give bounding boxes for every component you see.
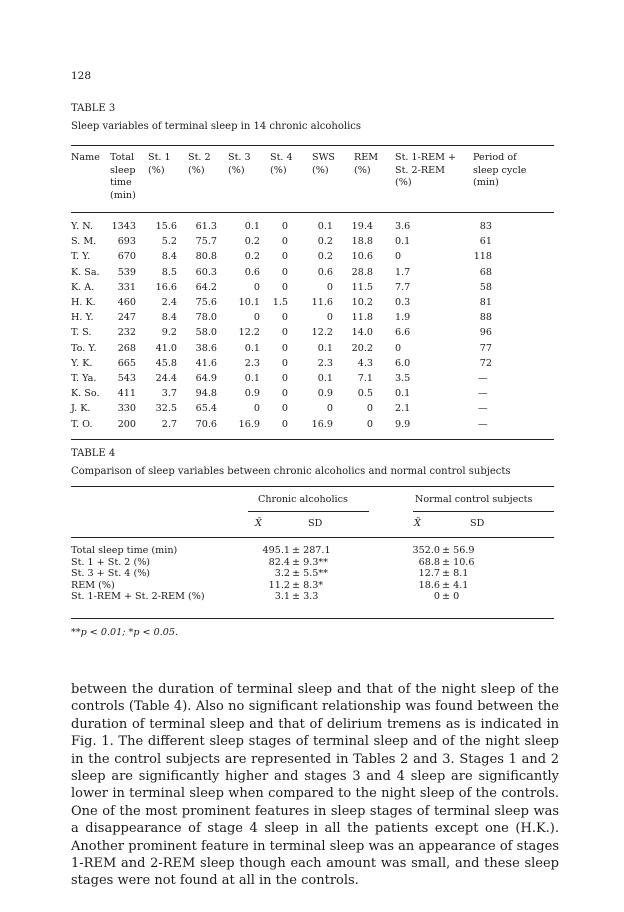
table3-header-text: sleep: [110, 164, 136, 176]
table4-mean-header-alcoholics: X̄: [255, 518, 262, 529]
table4-alcoholics-sd: ± 287.1: [292, 545, 331, 556]
table3-subject-name: J. K.: [71, 403, 91, 415]
table4-caption: Comparison of sleep variables between chronic alcoholics and normal control subjects: [71, 466, 511, 477]
table3-cell: 19.4: [351, 221, 373, 232]
table3-cell: 2.3: [244, 357, 260, 369]
table3-cell: 65.4: [195, 403, 217, 415]
table4-bottom-rule: [71, 618, 554, 619]
table3-cell: 0: [326, 403, 333, 415]
table3-header-text: (%): [312, 164, 329, 176]
table3-cell: 0.9: [317, 388, 333, 400]
table3-cell: 0.2: [317, 236, 333, 248]
table3-cell: 0.5: [357, 388, 373, 400]
table3-subject-name: To. Y.: [71, 342, 97, 354]
table3-cell: 0: [281, 373, 288, 384]
table4-row-label: Total sleep time (min): [71, 545, 178, 556]
table3-cell: 32.5: [155, 403, 177, 415]
table3-cell: 4.3: [357, 357, 373, 369]
table3-subject-name: T. S.: [71, 327, 92, 339]
table3-subject-name: Y. K.: [71, 357, 93, 369]
table3-cell: 693: [117, 236, 136, 248]
table3-cell: 61: [479, 236, 492, 248]
table4-alcoholics-mean: 82.4: [268, 556, 290, 568]
table3-header-text: St. 2: [188, 152, 211, 163]
table3-cell: 0: [253, 312, 260, 324]
table3-header-text: (%): [395, 177, 412, 189]
table3-cell: 0: [281, 281, 288, 293]
table3-cell: 200: [117, 418, 136, 430]
table3-cell: 3.6: [395, 221, 411, 232]
table3-cell: 70.6: [195, 418, 217, 430]
table3-header-text: (min): [110, 189, 136, 201]
table3-header-text: St. 1-REM +: [395, 152, 457, 163]
table3-cell: 5.2: [161, 236, 177, 248]
table3-cell: 8.4: [161, 251, 177, 263]
body-paragraph: between the duration of terminal sleep and that of the night sleep of the controls (Table 4). Also no significant relationship was found between the duration of terminal sleep and that of delirium tremens as is indicated in Fig. 1. The different sleep stages of terminal sleep and of the night sleep in the control subjects are represented in Tables 2 and 3. Stages 1 and 2 sleep are significantly higher and stages 3 and 4 sleep are significantly lower in terminal sleep when compared to the night sleep of the controls. One of the most prominent features in sleep stages of terminal sleep was a disappearance of stage 4 sleep in all the patients except one (H.K.). Another prominent feature in terminal sleep was an appearance of stages 1-REM and 2-REM sleep though each amount was small, and these sleep stages were not found at all in the controls.: [71, 682, 559, 889]
table3-cell: 0.1: [395, 236, 411, 248]
table3-cell: 75.6: [195, 297, 217, 308]
table3-label: TABLE 3: [71, 103, 116, 114]
table3-cell: 0: [281, 388, 288, 400]
table3-cell: 77: [479, 342, 492, 354]
table3-cell: 10.1: [238, 297, 260, 308]
table3-header-text: SWS: [312, 152, 336, 163]
table3-cell: 7.7: [395, 281, 411, 293]
table3-cell: 41.6: [195, 357, 217, 369]
table3-cell: 96: [479, 327, 492, 339]
table3-header-text: St. 2-REM: [395, 164, 445, 176]
table3-cell: 331: [117, 281, 136, 293]
table3-cell: 543: [117, 373, 136, 384]
table3-subject-name: T. O.: [71, 418, 93, 430]
table3-cell: 0: [281, 312, 288, 324]
table3-cell: 0.2: [317, 251, 333, 263]
table3-cell: 83: [479, 221, 492, 232]
table3-cell: 81: [479, 297, 492, 308]
table3-cell: 0: [281, 418, 288, 430]
table3-subject-name: T. Y.: [71, 251, 91, 263]
table3-cell: 0: [281, 251, 288, 263]
table3-cell: 1.9: [395, 312, 411, 324]
table3-cell: 3.5: [395, 373, 411, 384]
table3-subject-name: K. A.: [71, 281, 95, 293]
table3-header-text: (%): [270, 164, 287, 176]
table3-subject-name: Y. N.: [71, 221, 94, 232]
table3-cell: 0.9: [244, 388, 260, 400]
table3-cell: 0: [395, 342, 402, 354]
table4-alcoholics-mean: 3.2: [274, 568, 290, 580]
table3-cell: 0: [281, 266, 288, 278]
table3-header-text: St. 4: [270, 152, 293, 163]
table4-footnote: **p < 0.01; *p < 0.05.: [71, 627, 179, 638]
table3-cell: 3.7: [161, 388, 177, 400]
table3-cell: —: [478, 388, 488, 400]
table3-cell: 118: [473, 251, 492, 263]
table3-cell: 14.0: [351, 327, 373, 339]
table3-cell: 2.1: [395, 403, 411, 415]
table4-sd-header-controls: SD: [470, 518, 485, 529]
table3-cell: 6.0: [395, 357, 411, 369]
table4-controls-mean: 352.0: [412, 545, 440, 556]
table3-cell: 0.6: [317, 266, 333, 278]
table3-header-text: (min): [473, 177, 499, 189]
table3-cell: 20.2: [351, 342, 373, 354]
table3-cell: 78.0: [195, 312, 217, 324]
table3-header-text: (%): [148, 164, 165, 176]
table4-label: TABLE 4: [71, 448, 116, 459]
table3-cell: 10.6: [351, 251, 373, 263]
table3-cell: 2.7: [161, 418, 177, 430]
table3-cell: 11.5: [351, 281, 373, 293]
table3-cell: 8.4: [161, 312, 177, 324]
table3-cell: 58: [479, 281, 492, 293]
table4-controls-sd: ± 0: [442, 591, 460, 603]
table3-cell: 0: [281, 357, 288, 369]
table3-cell: 2.4: [161, 297, 177, 308]
table3-cell: 0.2: [244, 236, 260, 248]
table3-cell: 0.1: [395, 388, 411, 400]
table4-row-label: St. 1 + St. 2 (%): [71, 556, 151, 568]
table3-header-text: time: [110, 177, 132, 189]
table3-cell: 670: [117, 251, 136, 263]
table3-cell: 0: [366, 418, 373, 430]
table3-cell: 6.6: [395, 327, 411, 339]
table3-cell: 247: [117, 312, 136, 324]
table3-cell: 45.8: [155, 357, 177, 369]
table3-cell: 24.4: [155, 373, 177, 384]
table3-cell: 64.2: [195, 281, 217, 293]
table3-cell: 9.2: [161, 327, 177, 339]
table3-cell: 268: [117, 342, 136, 354]
table3-subject-name: H. Y.: [71, 312, 94, 324]
table3-header-text: (%): [188, 164, 205, 176]
table3-cell: 16.9: [238, 418, 260, 430]
table4-controls-mean: 0: [433, 591, 440, 603]
table3-cell: 0.1: [244, 373, 260, 384]
table4-alcoholics-mean: 11.2: [268, 579, 290, 591]
table3-cell: 12.2: [311, 327, 333, 339]
table3-cell: 9.9: [395, 418, 411, 430]
table3-header-text: St. 1: [148, 152, 171, 163]
table3-cell: 0: [253, 281, 260, 293]
table3-cell: 0.1: [317, 342, 333, 354]
table3-subject-name: T. Ya.: [71, 373, 97, 384]
page-number: 128: [71, 70, 92, 82]
table3-cell: 1.5: [272, 297, 288, 308]
table3-cell: 61.3: [195, 221, 217, 232]
table3-cell: 330: [117, 403, 136, 415]
table3-cell: 0.3: [395, 297, 411, 308]
table3-cell: 0: [326, 312, 333, 324]
table3-cell: 1343: [111, 221, 136, 232]
table3-subject-name: K. So.: [71, 388, 100, 400]
table3-cell: 0: [281, 221, 288, 232]
table3-cell: 72: [479, 357, 492, 369]
table3-header-text: Period of: [473, 152, 517, 163]
table3-cell: 8.5: [161, 266, 177, 278]
table3-cell: 16.6: [155, 281, 177, 293]
table3-cell: 0.1: [244, 221, 260, 232]
table3-cell: 0.2: [244, 251, 260, 263]
table4-controls-mean: 68.8: [418, 556, 440, 568]
table3-cell: 460: [117, 297, 136, 308]
table3-cell: 0: [326, 281, 333, 293]
table3-caption: Sleep variables of terminal sleep in 14 chronic alcoholics: [71, 121, 362, 132]
table3-cell: 60.3: [195, 266, 217, 278]
table3-cell: 58.0: [195, 327, 217, 339]
table3-cell: 0: [281, 327, 288, 339]
table4-controls-sd: ± 4.1: [442, 579, 469, 591]
table4-alcoholics-mean: 495.1: [262, 545, 290, 556]
table3-header-text: St. 3: [228, 152, 251, 163]
table4-controls-sd: ± 8.1: [442, 568, 469, 580]
table4-alcoholics-sd: ± 9.3**: [292, 556, 328, 568]
table3-subject-name: H. K.: [71, 297, 96, 308]
table3-cell: 411: [117, 388, 136, 400]
table3-cell: 10.2: [351, 297, 373, 308]
table3-cell: 665: [117, 357, 136, 369]
table3-cell: 0: [366, 403, 373, 415]
table4-row-label: St. 3 + St. 4 (%): [71, 568, 151, 580]
table3-header-text: (%): [354, 164, 371, 176]
table3-cell: 0.1: [317, 373, 333, 384]
table3-cell: 0: [253, 403, 260, 415]
table3-cell: 11.6: [311, 297, 333, 308]
table4-controls-sd: ± 10.6: [442, 556, 475, 568]
table4-group-controls: Normal control subjects: [415, 494, 533, 505]
table3-cell: 0.1: [317, 221, 333, 232]
table3-cell: 38.6: [195, 342, 217, 354]
table3-cell: 80.8: [195, 251, 217, 263]
table3-cell: 0.6: [244, 266, 260, 278]
table3-header-text: REM: [354, 152, 379, 163]
table4-alcoholics-sd: ± 3.3: [292, 591, 319, 603]
table3-cell: 75.7: [195, 236, 217, 248]
table3-cell: 0: [281, 236, 288, 248]
table3-header-text: Total: [110, 152, 135, 163]
table3-cell: 7.1: [357, 373, 373, 384]
table4-group-alcoholics: Chronic alcoholics: [258, 494, 348, 505]
table4-mean-header-controls: X̄: [414, 518, 421, 529]
table3-cell: 94.8: [195, 388, 217, 400]
table3-cell: 12.2: [238, 327, 260, 339]
table4-alcoholics-mean: 3.1: [274, 591, 290, 603]
table3-cell: 68: [479, 266, 492, 278]
table4-controls-mean: 18.6: [418, 579, 440, 591]
table3-cell: 1.7: [395, 266, 411, 278]
table3-cell: —: [478, 418, 488, 430]
table4-controls-mean: 12.7: [418, 568, 440, 580]
table4-alcoholics-sd: ± 8.3*: [292, 579, 324, 591]
table3-cell: 41.0: [155, 342, 177, 354]
table3-cell: 0: [395, 251, 402, 263]
table3-cell: 28.8: [351, 266, 373, 278]
table3-cell: 0.1: [244, 342, 260, 354]
table3-cell: 18.8: [351, 236, 373, 248]
table3-cell: 15.6: [155, 221, 177, 232]
table4-row-label: St. 1-REM + St. 2-REM (%): [71, 591, 205, 603]
table3-cell: —: [478, 373, 488, 384]
table3-subject-name: S. M.: [71, 236, 97, 248]
table3-cell: 88: [479, 312, 492, 324]
table3-subject-name: K. Sa.: [71, 266, 100, 278]
table3-cell: 2.3: [317, 357, 333, 369]
table3-header-text: (%): [228, 164, 245, 176]
table3-cell: 0: [281, 403, 288, 415]
table4-controls-sd: ± 56.9: [442, 545, 475, 556]
table3-cell: 232: [117, 327, 136, 339]
table3-cell: 16.9: [311, 418, 333, 430]
table3-cell: 64.9: [195, 373, 217, 384]
table3-cell: 11.8: [351, 312, 373, 324]
table3-cell: 0: [281, 342, 288, 354]
table3-cell: 539: [117, 266, 136, 278]
table4-alcoholics-sd: ± 5.5**: [292, 568, 328, 580]
table3-cell: —: [478, 403, 488, 415]
table3-header-text: sleep cycle: [473, 164, 527, 176]
table4-row-label: REM (%): [71, 579, 115, 591]
table4-sd-header-alcoholics: SD: [308, 518, 323, 529]
table3-header-text: Name: [71, 152, 100, 163]
